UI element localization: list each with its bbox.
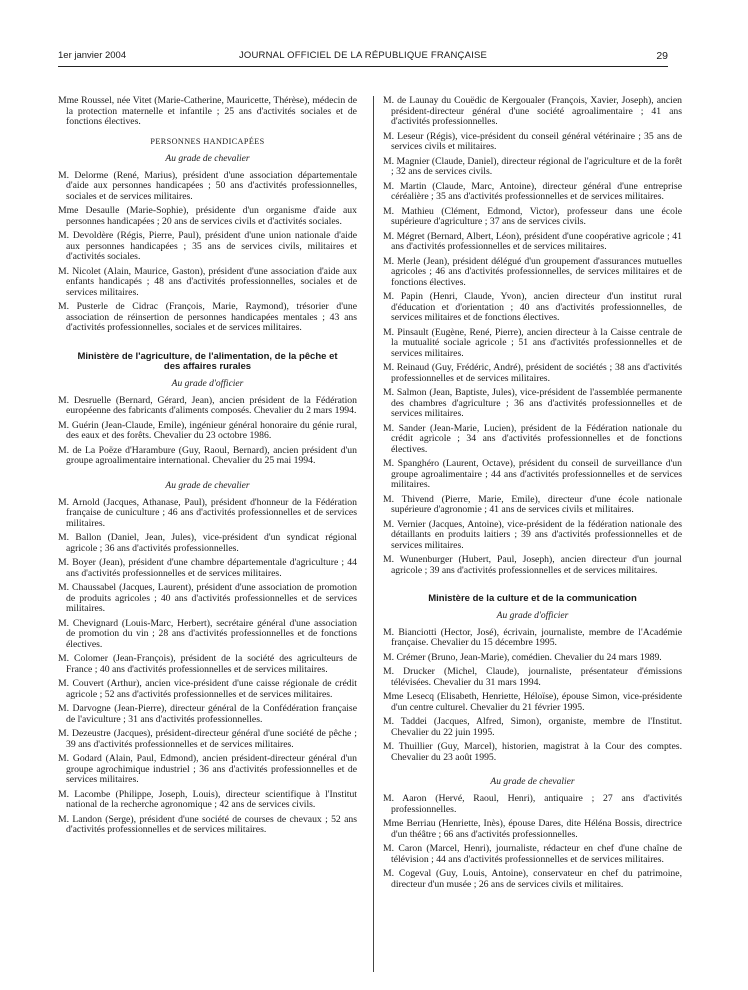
list-item: M. Lacombe (Philippe, Joseph, Louis), directeur scientifique à l'Institut national de la recherche agronomique ; 42 ans de services civils. bbox=[58, 788, 357, 810]
list-item: M. Thuillier (Guy, Marcel), historien, magistrat à la Cour des comptes. Chevalier du 23 août 1995. bbox=[383, 741, 682, 763]
journal-title: JOURNAL OFFICIEL DE LA RÉPUBLIQUE FRANÇAISE bbox=[238, 50, 488, 61]
list-item: M. Landon (Serge), président d'une société de courses de chevaux ; 52 ans d'activités professionnelles et de services militaires. bbox=[58, 813, 357, 835]
list-item: M. Pinsault (Eugène, René, Pierre), ancien directeur à la Caisse centrale de la mutualité sociale agricole ; 51 ans d'activités professionnelles et de services militaires. bbox=[383, 326, 682, 359]
list-item: M. Arnold (Jacques, Athanase, Paul), président d'honneur de la Fédération française de cuniculture ; 46 ans d'activités professionnelles et de services militaires. bbox=[58, 496, 357, 529]
list-item: M. Boyer (Jean), président d'une chambre départementale d'agriculture ; 44 ans d'activités professionnelles et de services militaires. bbox=[58, 557, 357, 579]
list-item: M. Thivend (Pierre, Marie, Emile), directeur d'une école nationale supérieure d'agronomie ; 41 ans de services civils et militaires. bbox=[383, 493, 682, 515]
list-item: M. de La Poëze d'Harambure (Guy, Raoul, Bernard), ancien président d'un groupe agroalimentaire international. Chevalier du 25 mai 1994. bbox=[58, 444, 357, 466]
list-item: Mme Desaulle (Marie-Sophie), présidente d'un organisme d'aide aux personnes handicapées ; 20 ans de services civils et d'activités sociales. bbox=[58, 205, 357, 227]
list-item: M. de Launay du Couëdic de Kergoualer (François, Xavier, Joseph), ancien président-directeur général d'une société agroalimentaire ; 41 ans d'activités professionnelles. bbox=[383, 95, 682, 127]
list-item: M. Desruelle (Bernard, Gérard, Jean), ancien président de la Fédération européenne des fabricants d'aliments composés. Chevalier du 2 mars 1994. bbox=[58, 394, 357, 416]
handicap-list bbox=[58, 171, 357, 334]
list-item: M. Taddei (Jacques, Alfred, Simon), organiste, membre de l'Institut. Chevalier du 22 juin 1995. bbox=[383, 716, 682, 738]
list-item: M. Crémer (Bruno, Jean-Marie), comédien. Chevalier du 24 mars 1989. bbox=[383, 651, 662, 663]
list-item: M. Couvert (Arthur), ancien vice-président d'une caisse régionale de crédit agricole ; 52 ans d'activités professionnelles et de services militaires. bbox=[58, 678, 357, 700]
agri-chevaliers-list bbox=[58, 498, 357, 836]
agri-officiers-list bbox=[58, 396, 357, 467]
list-item: M. Godard (Alain, Paul, Edmond), ancien président-directeur général d'un groupe agrochimique industriel ; 36 ans d'activités professionnelles et de services militaires. bbox=[58, 753, 357, 785]
list-item: M. Chaussabel (Jacques, Laurent), président d'une association de promotion de produits agricoles ; 40 ans d'activités professionnelles et de services militaires. bbox=[58, 582, 357, 614]
column-divider bbox=[373, 96, 374, 972]
ministry-heading: Ministère de la culture et de la communication bbox=[428, 593, 637, 604]
culture-officiers-list bbox=[383, 628, 682, 764]
list-item: M. Merle (Jean), président délégué d'un groupement d'assurances mutuelles agricoles ; 46 ans d'activités professionnelles, de services militaires et de fonctions électives. bbox=[383, 255, 682, 288]
grade-heading: Au grade d'officier bbox=[171, 378, 244, 389]
header-rule bbox=[58, 66, 668, 67]
list-item: M. Devoldère (Régis, Pierre, Paul), président d'une union nationale d'aide aux personnes handicapées ; 35 ans de services civils, militaires et d'activités sociales. bbox=[58, 230, 357, 262]
list-item: M. Cogeval (Guy, Louis, Antoine), conservateur en chef du patrimoine, directeur d'un musée ; 26 ans de services civils et militaires. bbox=[383, 868, 682, 890]
list-item: M. Darvogne (Jean-Pierre), directeur général de la Confédération française de l'aviculture ; 31 ans d'activités professionnelles. bbox=[58, 703, 357, 725]
list-item: M. Pusterle de Cidrac (François, Marie, Raymond), trésorier d'une association de réinsertion de personnes handicapées mentales ; 43 ans d'activités professionnelles, sociales et de services militaires. bbox=[58, 301, 357, 333]
list-item: M. Mathieu (Clément, Edmond, Victor), professeur dans une école supérieure d'agriculture ; 37 ans de services civils. bbox=[383, 205, 682, 227]
list-item: M. Papin (Henri, Claude, Yvon), ancien directeur d'un institut rural d'éducation et d'orientation ; 40 ans d'activités professionnelles, de services militaires et de fonctions électives. bbox=[383, 291, 682, 323]
list-item: M. Bianciotti (Hector, José), écrivain, journaliste, membre de l'Académie française. Chevalier du 15 décembre 1995. bbox=[383, 626, 682, 648]
list-item: M. Chevignard (Louis-Marc, Herbert), secrétaire général d'une association de promotion du vin ; 28 ans d'activités professionnelles et de fonctions électives. bbox=[58, 617, 357, 650]
list-item: Mme Lesecq (Elisabeth, Henriette, Héloïse), épouse Simon, vice-présidente d'un centre culturel. Chevalier du 21 février 1995. bbox=[383, 691, 682, 713]
list-item: M. Spanghéro (Laurent, Octave), président du conseil de surveillance d'un groupe agroalimentaire ; 44 ans d'activités professionnelles et de services militaires. bbox=[383, 458, 682, 490]
grade-heading: Au grade de chevalier bbox=[490, 777, 575, 787]
list-item: M. Aaron (Hervé, Raoul, Henri), antiquaire ; 27 ans d'activités professionnelles. bbox=[383, 793, 682, 815]
agri-chevaliers-continued-list bbox=[383, 96, 682, 576]
list-item: M. Dezeustre (Jacques), président-directeur général d'une société de pêche ; 39 ans d'activités professionnelles et de services militaires. bbox=[58, 728, 357, 750]
list-item: M. Guérin (Jean-Claude, Emile), ingénieur général honoraire du génie rural, des eaux et des forêts. Chevalier du 23 octobre 1986. bbox=[58, 419, 357, 441]
list-item: M. Nicolet (Alain, Maurice, Gaston), président d'une association d'aide aux enfants handicapés ; 48 ans d'activités professionnelles, sociales et de services militaires. bbox=[58, 265, 357, 298]
left-column bbox=[58, 96, 357, 840]
grade-heading: Au grade d'officier bbox=[496, 610, 569, 621]
list-item: M. Colomer (Jean-François), président de la société des agriculteurs de France ; 40 ans d'activités professionnelles et de services militaires. bbox=[58, 653, 357, 675]
grade-heading: Au grade de chevalier bbox=[165, 153, 250, 164]
category-heading: PERSONNES HANDICAPÉES bbox=[150, 136, 265, 146]
list-item: M. Delorme (René, Marius), président d'une association départementale d'aide aux personnes handicapées ; 50 ans d'activités professionnelles, sociales et de services militaires. bbox=[58, 169, 357, 202]
list-item: M. Salmon (Jean, Baptiste, Jules), vice-président de l'assemblée permanente des chambres d'agriculture ; 36 ans d'activités professionnelles et de services militaires. bbox=[383, 387, 682, 419]
list-item: M. Magnier (Claude, Daniel), directeur régional de l'agriculture et de la forêt ; 32 ans de services civils. bbox=[383, 155, 682, 177]
list-item: M. Ballon (Daniel, Jean, Jules), vice-président d'un syndicat régional agricole ; 36 ans d'activités professionnelles. bbox=[58, 532, 357, 554]
grade-heading: Au grade de chevalier bbox=[165, 480, 250, 491]
list-item: M. Drucker (Michel, Claude), journaliste, présentateur d'émissions télévisées. Chevalier du 31 mars 1994. bbox=[383, 666, 682, 688]
list-item: M. Caron (Marcel, Henri), journaliste, rédacteur en chef d'une chaîne de télévision ; 44 ans d'activités professionnelles et de services militaires. bbox=[383, 843, 682, 865]
list-item: M. Wunenburger (Hubert, Paul, Joseph), ancien directeur d'un journal agricole ; 39 ans d'activités professionnelles et de services militaires. bbox=[383, 554, 682, 576]
list-item: M. Vernier (Jacques, Antoine), vice-président de la fédération nationale des détaillants en produits laitiers ; 39 ans d'activités professionnelles et de services militaires. bbox=[383, 518, 682, 551]
list-item: Mme Berriau (Henriette, Inès), épouse Dares, dite Héléna Bossis, directrice d'un théâtre ; 66 ans d'activités professionnelles. bbox=[383, 818, 682, 840]
ministry-heading: Ministère de l'agriculture, de l'alimentation, de la pêche et des affaires rurales bbox=[77, 350, 338, 372]
page-header bbox=[58, 50, 668, 66]
culture-chevaliers-list bbox=[383, 794, 682, 890]
list-item: M. Reinaud (Guy, Frédéric, André), président de sociétés ; 38 ans d'activités professionnelles et de services militaires. bbox=[383, 362, 682, 384]
issue-date: 1er janvier 2004 bbox=[58, 50, 127, 61]
right-column bbox=[383, 96, 682, 894]
list-item: M. Mégret (Bernard, Albert, Léon), président d'une coopérative agricole ; 41 ans d'activités professionnelles et de services militaires. bbox=[383, 230, 682, 252]
list-item: M. Sander (Jean-Marie, Lucien), président de la Fédération nationale du crédit agricole ; 34 ans d'activités professionnelles et de fonctions électives. bbox=[383, 422, 682, 455]
page-number: 29 bbox=[656, 50, 668, 62]
list-item: M. Martin (Claude, Marc, Antoine), directeur général d'une entreprise céréalière ; 35 ans d'activités professionnelles et de services militaires. bbox=[383, 180, 682, 202]
list-item: M. Leseur (Régis), vice-président du conseil général vétérinaire ; 35 ans de services civils et militaires. bbox=[383, 130, 682, 152]
list-item: Mme Roussel, née Vitet (Marie-Catherine, Mauricette, Thérèse), médecin de la protection maternelle et infantile ; 25 ans d'activités sociales et de fonctions électives. bbox=[58, 95, 357, 127]
